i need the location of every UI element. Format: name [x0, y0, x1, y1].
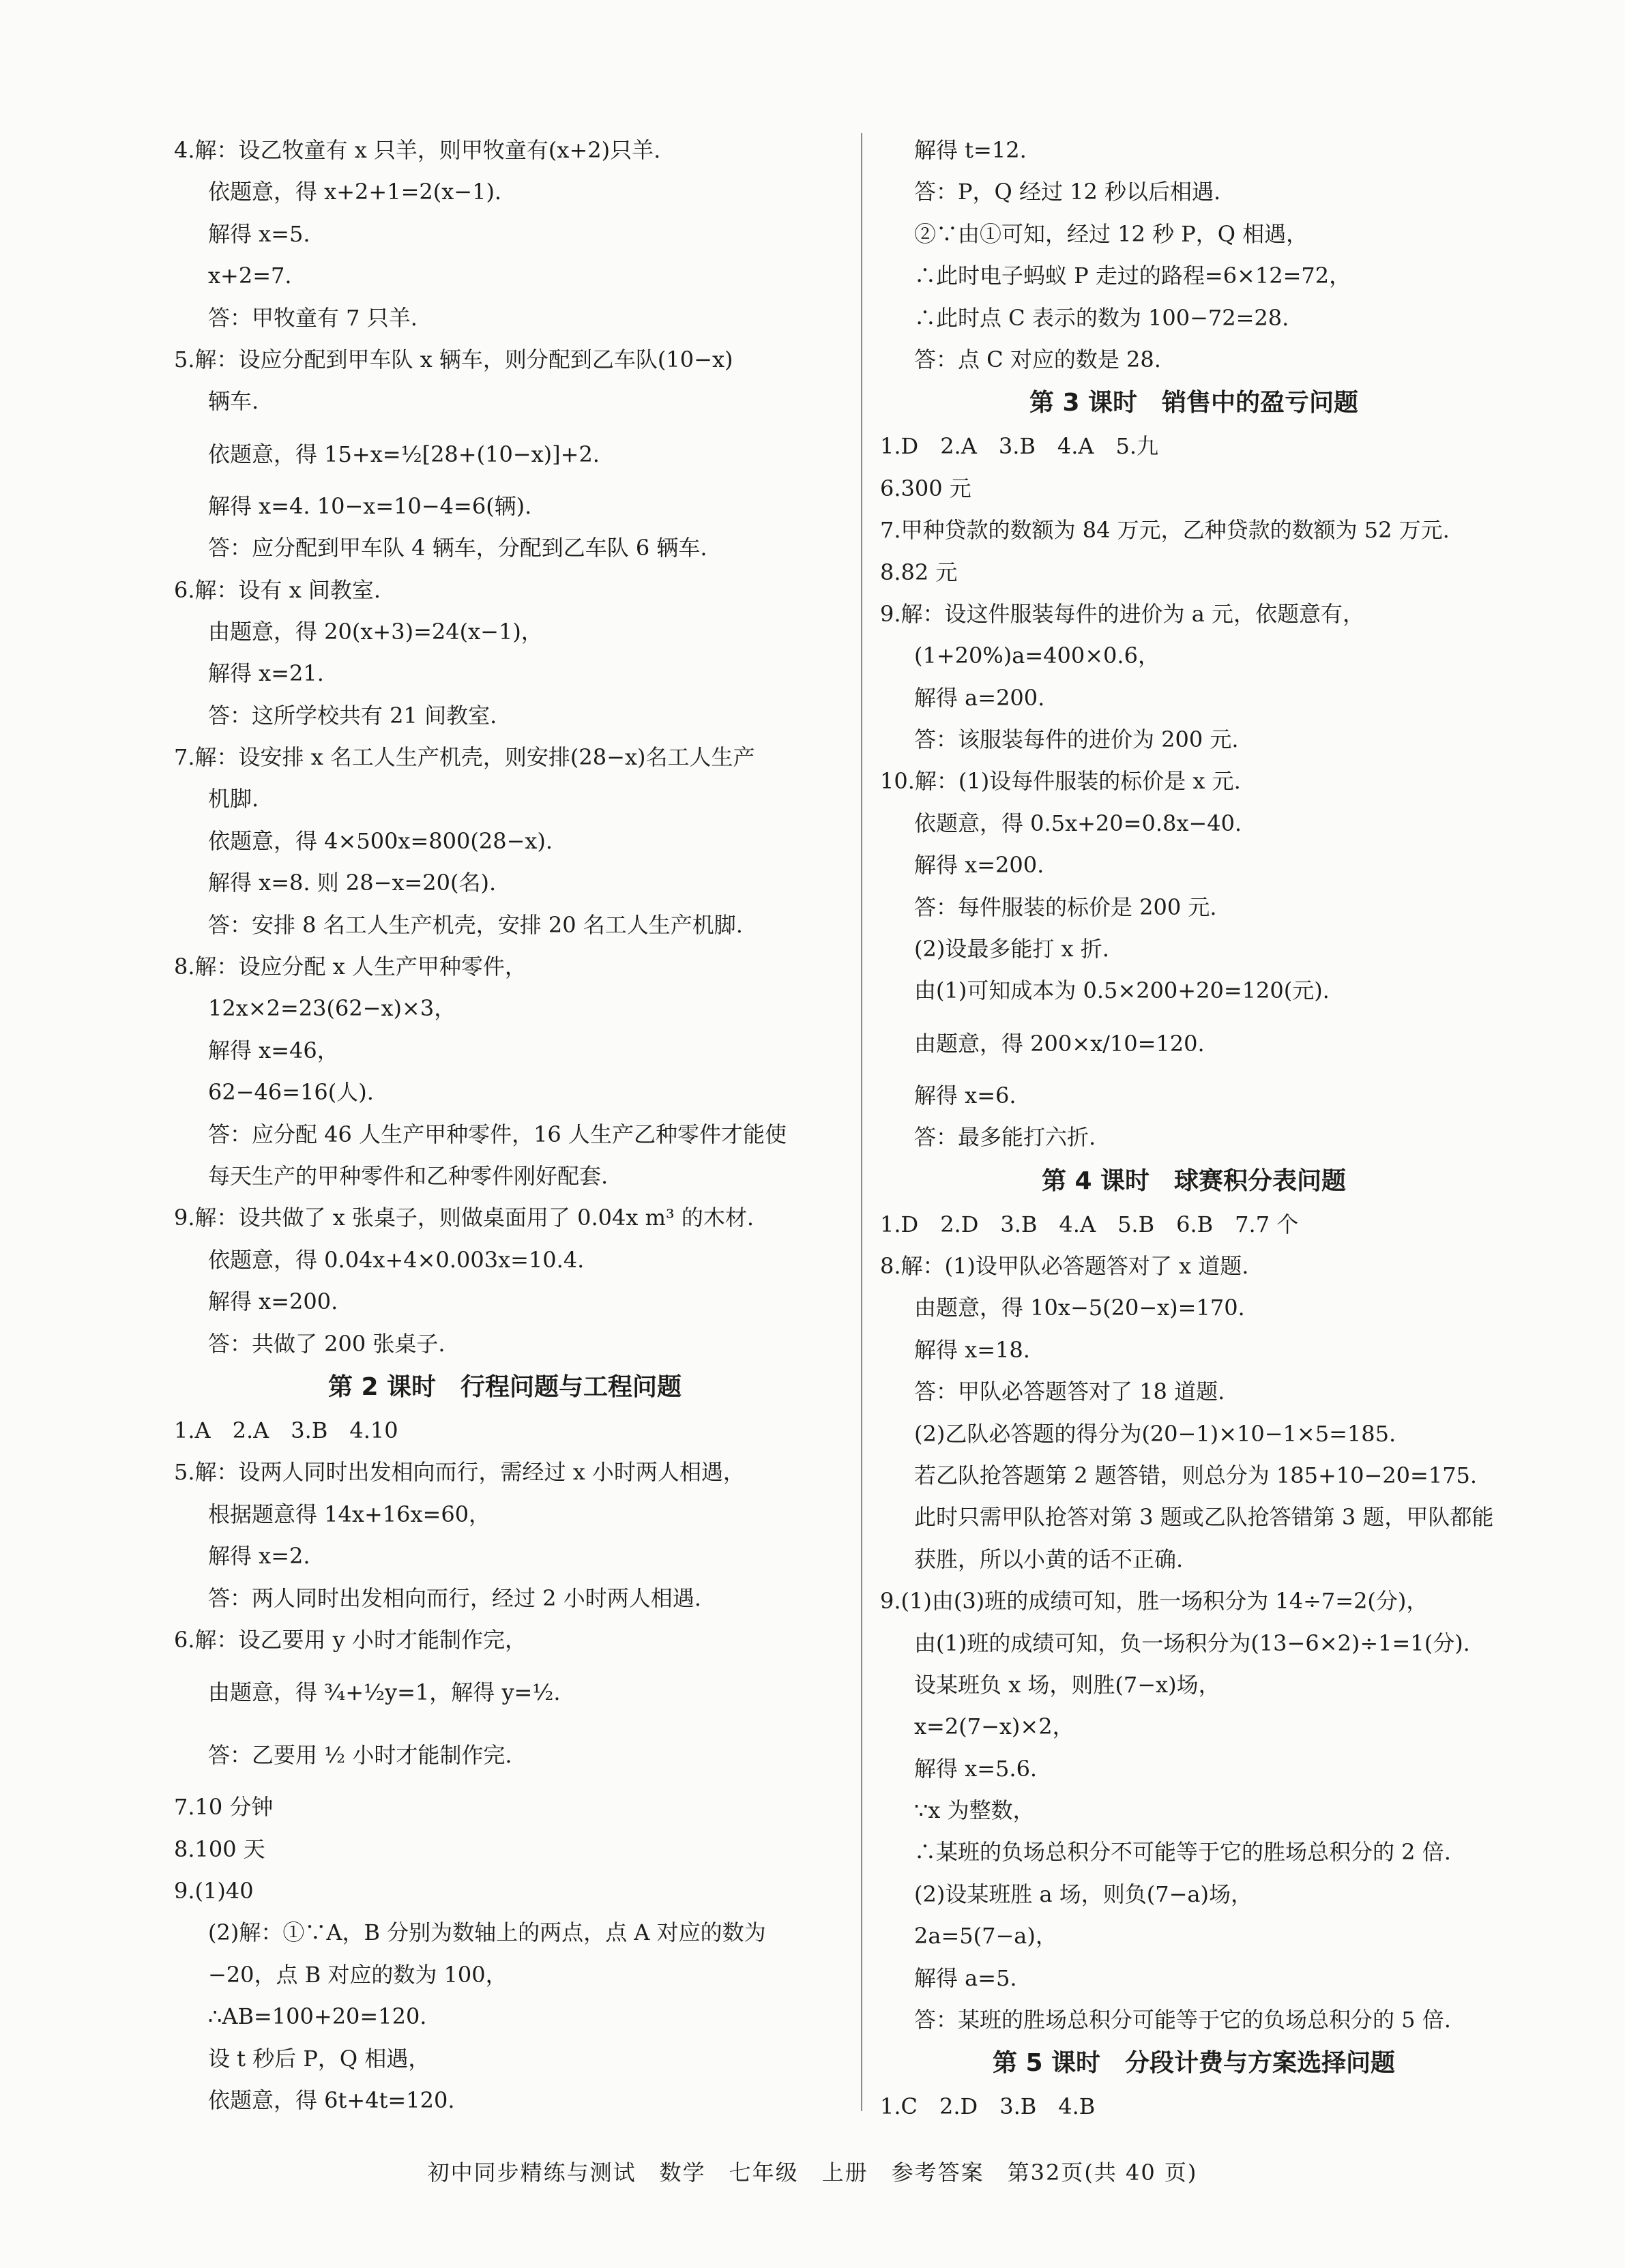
left-text-line: 每天生产的甲种零件和乙种零件刚好配套.: [208, 1162, 609, 1189]
left-text-line: 依题意，得 x+2+1=2(x−1).: [208, 179, 502, 205]
left-text-line: 5.解：设两人同时出发相向而行，需经过 x 小时两人相遇，: [174, 1459, 745, 1486]
left-text-line: 辆车.: [208, 388, 259, 415]
right-text-line: ∴此时电子蚂蚁 P 走过的路程=6×12=72，: [914, 263, 1351, 289]
right-text-line: (1+20%)a=400×0.6，: [914, 643, 1160, 669]
right-text-line: 设某班负 x 场，则胜(7−x)场，: [914, 1671, 1220, 1698]
left-text-line: 12x×2=23(62−x)×3，: [208, 995, 456, 1022]
left-text-line: 解得 x=2.: [208, 1543, 310, 1570]
right-text-line: 解得 a=5.: [914, 1964, 1017, 1991]
left-text-line: 1.A 2.A 3.B 4.10: [174, 1417, 398, 1443]
right-text-line: 解得 a=200.: [914, 684, 1045, 711]
left-text-line: 答：两人同时出发相向而行，经过 2 小时两人相遇.: [208, 1585, 701, 1611]
left-text-line: 8.解：设应分配 x 人生产甲种零件，: [174, 954, 527, 980]
left-text-line: 由题意，得 20(x+3)=24(x−1)，: [208, 618, 543, 645]
right-text-line: x=2(7−x)×2，: [914, 1713, 1074, 1740]
left-text-line: 根据题意得 14x+16x=60，: [208, 1501, 491, 1527]
right-text-line: 解得 x=200.: [914, 852, 1044, 879]
right-text-line: ∵x 为整数，: [914, 1797, 1035, 1824]
left-text-line: (2)解：①∵A，B 分别为数轴上的两点，点 A 对应的数为: [208, 1919, 766, 1946]
left-text-line: 4.解：设乙牧童有 x 只羊，则甲牧童有(x+2)只羊.: [174, 137, 661, 163]
right-text-line: 获胜，所以小黄的话不正确.: [914, 1546, 1184, 1572]
right-text-line: 答：甲队必答题答对了 18 道题.: [914, 1379, 1225, 1405]
left-text-line: 解得 x=21.: [208, 660, 324, 687]
left-text-line: 依题意，得 4×500x=800(28−x).: [208, 827, 553, 854]
left-text-line: 5.解：设应分配到甲车队 x 辆车，则分配到乙车队(10−x): [174, 346, 733, 372]
right-text-line: 7.甲种贷款的数额为 84 万元，乙种贷款的数额为 52 万元.: [880, 517, 1450, 544]
right-text-line: 解得 x=6.: [914, 1082, 1016, 1108]
right-text-line: 10.解：(1)设每件服装的标价是 x 元.: [880, 768, 1241, 795]
page-footer: 初中同步精练与测试 数学 七年级 上册 参考答案 第32页(共 40 页): [427, 2160, 1198, 2185]
right-text-line: 若乙队抢答题第 2 题答错，则总分为 185+10−20=175.: [914, 1462, 1478, 1488]
right-text-line: 1.D 2.D 3.B 4.A 5.B 6.B 7.7 个: [880, 1211, 1299, 1237]
left-section-heading: 第 2 课时 行程问题与工程问题: [327, 1372, 682, 1401]
left-text-line: 答：甲牧童有 7 只羊.: [208, 304, 418, 331]
right-text-line: (2)设最多能打 x 折.: [914, 936, 1109, 962]
right-text-line: 1.D 2.A 3.B 4.A 5.九: [880, 433, 1159, 460]
left-text-line: 6.解：设有 x 间教室.: [174, 576, 381, 603]
left-text-line: 9.解：设共做了 x 张桌子，则做桌面用了 0.04x m³ 的木材.: [174, 1205, 755, 1231]
left-text-line: 由题意，得 ¾+½y=1，解得 y=½.: [208, 1679, 561, 1706]
left-text-line: 机脚.: [208, 786, 259, 812]
right-text-line: 此时只需甲队抢答对第 3 题或乙队抢答错第 3 题，甲队都能: [914, 1504, 1494, 1531]
left-text-line: 解得 x=200.: [208, 1288, 338, 1315]
right-text-line: 由题意，得 200×x/10=120.: [914, 1030, 1205, 1057]
left-text-line: 6.解：设乙要用 y 小时才能制作完，: [174, 1626, 527, 1653]
right-text-line: 解得 x=18.: [914, 1336, 1030, 1363]
left-text-line: 依题意，得 15+x=½[28+(10−x)]+2.: [208, 441, 600, 467]
right-text-line: 2a=5(7−a)，: [914, 1923, 1057, 1949]
left-text-line: 答：应分配 46 人生产甲种零件，16 人生产乙种零件才能使: [208, 1121, 787, 1147]
right-text-line: 解得 x=5.6.: [914, 1755, 1038, 1782]
left-text-line: 设 t 秒后 P，Q 相遇，: [208, 2045, 430, 2072]
right-text-line: 依题意，得 0.5x+20=0.8x−40.: [914, 810, 1242, 836]
right-section-heading: 第 5 课时 分段计费与方案选择问题: [992, 2049, 1396, 2078]
left-text-line: −20，点 B 对应的数为 100，: [208, 1961, 508, 1988]
left-column: [174, 130, 836, 2121]
left-text-line: 解得 x=5.: [208, 220, 310, 247]
left-text-line: 答：这所学校共有 21 间教室.: [208, 702, 497, 728]
right-text-line: 8.82 元: [880, 559, 958, 585]
left-text-line: 答：共做了 200 张桌子.: [208, 1330, 445, 1357]
left-text-line: 7.10 分钟: [174, 1794, 274, 1821]
left-text-line: 9.(1)40: [174, 1878, 254, 1904]
right-text-line: 解得 t=12.: [914, 137, 1027, 163]
right-text-line: 答：点 C 对应的数是 28.: [914, 346, 1161, 372]
right-text-line: 8.解：(1)设甲队必答题答对了 x 道题.: [880, 1252, 1249, 1279]
right-text-line: 答：最多能打六折.: [914, 1124, 1096, 1151]
right-text-line: (2)乙队必答题的得分为(20−1)×10−1×5=185.: [914, 1420, 1396, 1447]
right-text-line: 由(1)班的成绩可知，负一场积分为(13−6×2)÷1=1(分).: [914, 1630, 1470, 1656]
left-text-line: 答：乙要用 ½ 小时才能制作完.: [208, 1742, 512, 1769]
left-text-line: 答：应分配到甲车队 4 辆车，分配到乙车队 6 辆车.: [208, 535, 707, 561]
left-text-line: 7.解：设安排 x 名工人生产机壳，则安排(28−x)名工人生产: [174, 744, 755, 771]
left-text-line: 解得 x=46，: [208, 1037, 339, 1063]
left-text-line: 答：安排 8 名工人生产机壳，安排 20 名工人生产机脚.: [208, 911, 743, 938]
right-text-line: 6.300 元: [880, 475, 971, 501]
left-text-line: 62−46=16(人).: [208, 1079, 374, 1106]
right-column: [880, 130, 1508, 2128]
right-text-line: 9.(1)由(3)班的成绩可知，胜一场积分为 14÷7=2(分)，: [880, 1588, 1429, 1615]
right-text-line: 由(1)可知成本为 0.5×200+20=120(元).: [914, 977, 1330, 1004]
right-text-line: ②∵由①可知，经过 12 秒 P，Q 相遇，: [914, 220, 1308, 247]
right-text-line: 1.C 2.D 3.B 4.B: [880, 2093, 1096, 2120]
right-text-line: 9.解：设这件服装每件的进价为 a 元，依题意有，: [880, 600, 1364, 627]
left-text-line: ∴AB=100+20=120.: [208, 2003, 427, 2030]
right-text-line: 答：该服装每件的进价为 200 元.: [914, 726, 1239, 753]
left-text-line: 解得 x=4. 10−x=10−4=6(辆).: [208, 492, 532, 519]
left-text-line: 依题意，得 6t+4t=120.: [208, 2087, 455, 2114]
right-text-line: 答：某班的胜场总积分可能等于它的负场总积分的 5 倍.: [914, 2007, 1451, 2033]
right-text-line: 答：P，Q 经过 12 秒以后相遇.: [914, 179, 1221, 205]
column-divider: [861, 133, 862, 2111]
right-text-line: 答：每件服装的标价是 200 元.: [914, 894, 1217, 920]
right-text-line: ∴此时点 C 表示的数为 100−72=28.: [914, 304, 1289, 331]
right-text-line: ∴某班的负场总积分不可能等于它的胜场总积分的 2 倍.: [914, 1839, 1451, 1866]
left-text-line: 依题意，得 0.04x+4×0.003x=10.4.: [208, 1246, 585, 1273]
right-text-line: 由题意，得 10x−5(20−x)=170.: [914, 1295, 1245, 1321]
right-section-heading: 第 4 课时 球赛积分表问题: [1041, 1166, 1347, 1195]
left-text-line: 8.100 天: [174, 1836, 265, 1862]
right-text-line: (2)设某班胜 a 场，则负(7−a)场，: [914, 1881, 1253, 1907]
left-text-line: x+2=7.: [208, 263, 292, 289]
left-text-line: 解得 x=8. 则 28−x=20(名).: [208, 870, 497, 896]
right-section-heading: 第 3 课时 销售中的盈亏问题: [1029, 389, 1359, 417]
